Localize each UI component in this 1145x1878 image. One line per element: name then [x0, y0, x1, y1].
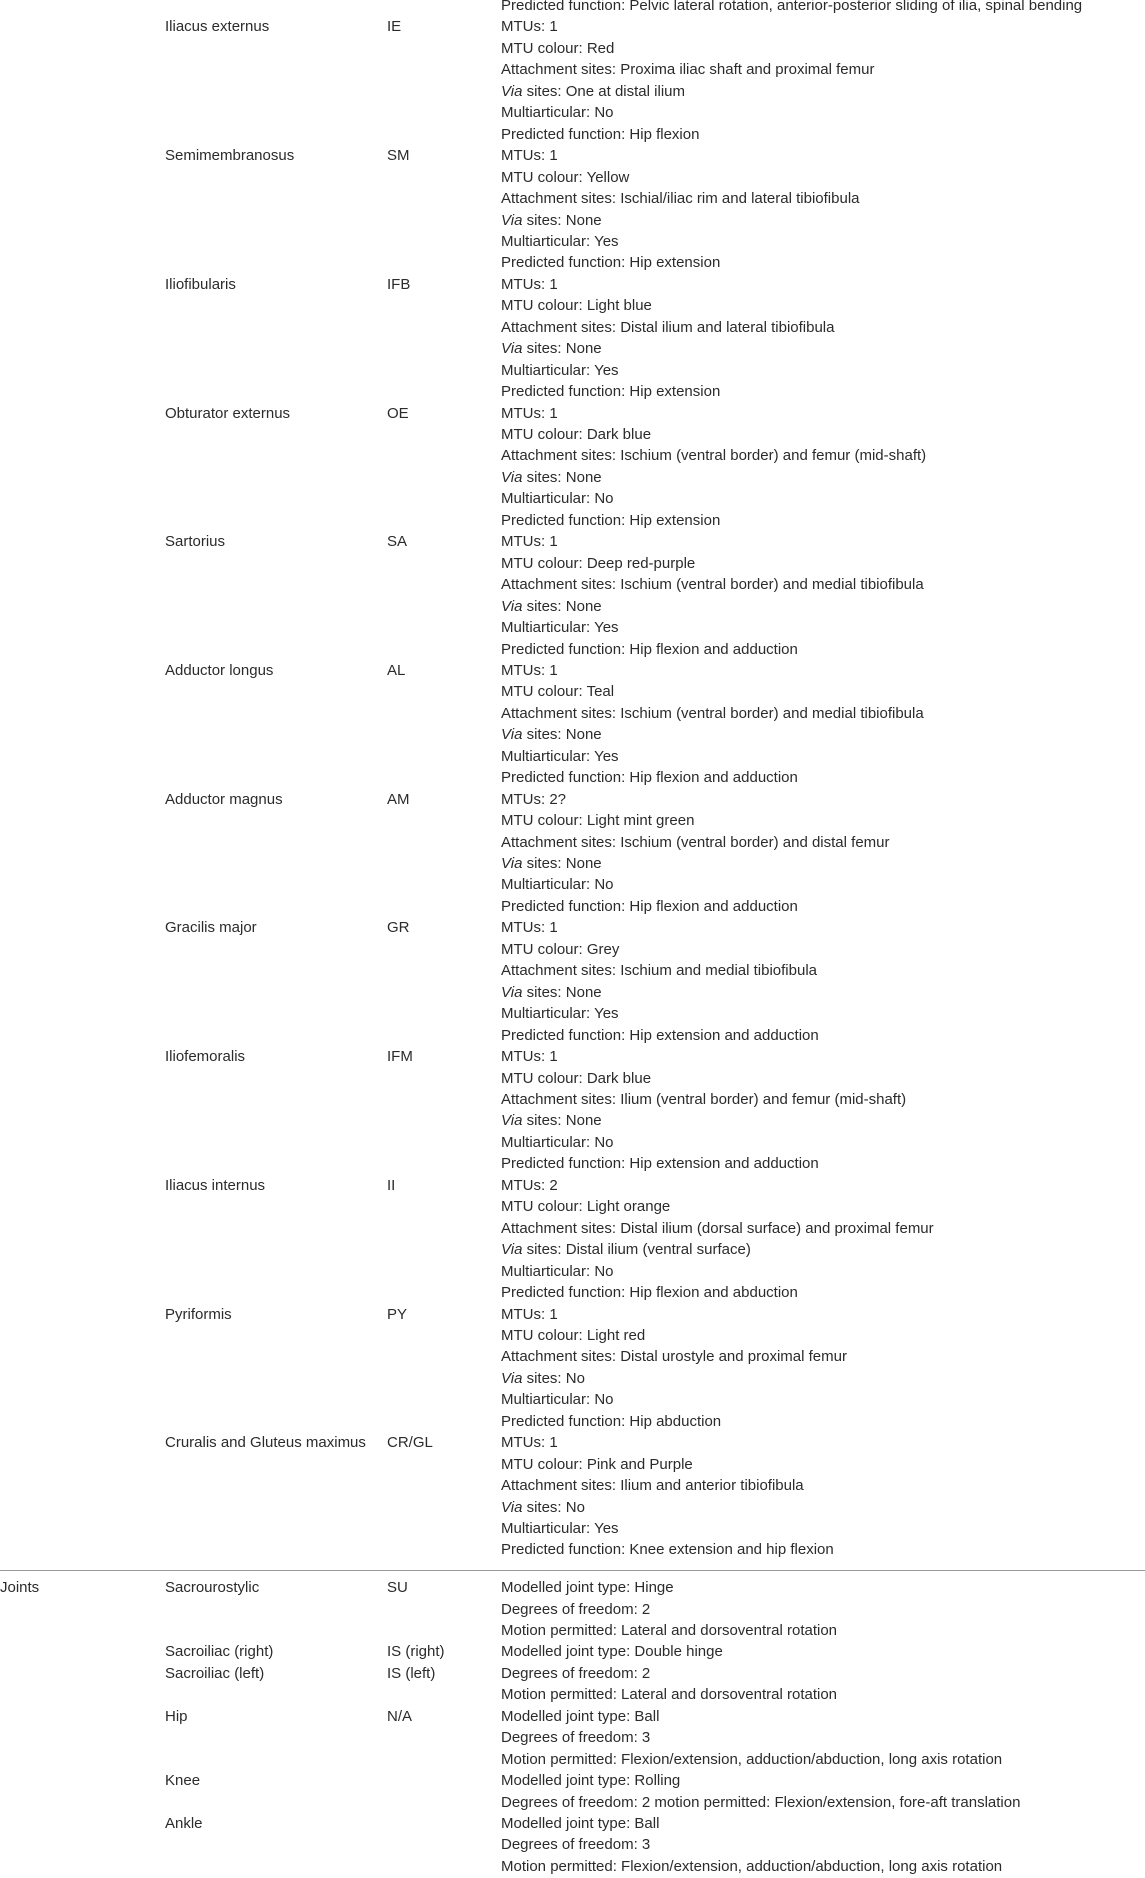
via-label: Via [501, 82, 523, 100]
detail-text: MTUs: 1 [501, 919, 558, 937]
muscle-detail [501, 83, 685, 101]
muscle-detail [501, 834, 890, 852]
detail-text: Predicted function: Hip flexion and abduction [501, 1284, 798, 1301]
joint-name: Hip [165, 1707, 188, 1725]
muscle-abbr: SM [387, 147, 410, 165]
detail-text: sites: None [522, 597, 602, 615]
joint-name: Sacroiliac (left) [165, 1664, 265, 1682]
muscle-abbr: GR [387, 919, 410, 937]
muscle-detail [501, 705, 924, 723]
via-label: Via [501, 597, 523, 615]
detail-text: Multiarticular: No [501, 104, 614, 122]
detail-text: MTUs: 1 [501, 661, 558, 679]
via-label: Via [501, 983, 523, 1001]
muscle-detail [501, 984, 602, 1002]
detail-text: Multiarticular: Yes [501, 1005, 619, 1023]
muscle-name: Adductor longus [165, 661, 274, 679]
muscle-detail [501, 233, 619, 251]
detail-text: Predicted function: Hip extension and adduction [501, 1155, 819, 1173]
detail-text: sites: None [522, 211, 602, 229]
muscle-detail [501, 619, 619, 637]
muscle-detail [501, 1499, 585, 1517]
muscle-detail [501, 362, 619, 380]
muscle-name: Semimembranosus [165, 147, 295, 165]
section-label-joints: Joints [0, 1579, 40, 1596]
muscle-detail [501, 1048, 558, 1066]
muscle-abbr: SA [387, 533, 408, 551]
section-divider [0, 1570, 1145, 1571]
detail-text: Attachment sites: Ischium and medial tibiofibula [501, 962, 817, 980]
muscle-detail [501, 40, 614, 58]
muscle-detail [501, 1348, 847, 1366]
muscle-detail [501, 383, 720, 401]
muscle-name: Cruralis and Gluteus maximus [165, 1434, 366, 1452]
detail-text: MTU colour: Light orange [501, 1198, 671, 1216]
detail-text: MTU colour: Pink and Purple [501, 1455, 693, 1473]
via-label: Via [501, 1369, 523, 1387]
detail-text: Predicted function: Hip extension [501, 254, 721, 272]
muscle-detail [501, 297, 652, 315]
detail-text: MTUs: 1 [501, 1048, 558, 1065]
joint-name: Knee [165, 1772, 201, 1789]
muscle-detail [501, 426, 651, 444]
muscle-detail [501, 1220, 934, 1238]
detail-text: Multiarticular: Yes [501, 232, 619, 250]
detail-text: MTU colour: Deep red-purple [501, 554, 696, 572]
detail-text: Multiarticular: No [501, 490, 614, 508]
muscle-abbr: AM [387, 790, 410, 808]
detail-text: Attachment sites: Ischial/iliac rim and lateral tibiofibula [501, 190, 860, 207]
muscle-abbr: IFM [387, 1048, 413, 1065]
detail-text: Attachment sites: Distal ilium and lateral tibiofibula [501, 318, 835, 336]
via-label: Via [501, 1498, 523, 1516]
detail-text: MTU colour: Dark blue [501, 1069, 652, 1087]
detail-text: Multiarticular: No [501, 1391, 614, 1409]
muscle-detail [501, 1477, 804, 1495]
detail-text: MTUs: 2 [501, 1176, 558, 1194]
joint-detail: Degrees of freedom: 3 [501, 1729, 651, 1747]
muscle-detail [501, 919, 558, 937]
detail-text: Attachment sites: Ischium (ventral border) and medial tibiofibula [501, 576, 924, 594]
muscle-detail [501, 169, 629, 187]
muscle-detail [501, 447, 926, 465]
joint-detail: Degrees of freedom: 2 [501, 1664, 651, 1682]
muscle-name: Iliofibularis [165, 275, 236, 293]
muscle-abbr: CR/GL [387, 1434, 433, 1452]
muscle-detail [501, 319, 835, 337]
muscle-detail [501, 791, 566, 809]
muscle-detail [501, 1520, 619, 1538]
detail-text: Predicted function: Pelvic lateral rotation, anterior-posterior sliding of ilia, spinal bending [501, 0, 1083, 14]
joint-name: Sacrourostylic [165, 1579, 260, 1596]
detail-text: Attachment sites: Ilium and anterior tibiofibula [501, 1477, 804, 1494]
muscle-name: Iliacus externus [165, 18, 270, 36]
muscle-detail [501, 726, 602, 744]
detail-text: MTUs: 1 [501, 18, 558, 36]
muscle-detail [501, 812, 694, 830]
detail-text: Predicted function: Hip extension [501, 383, 721, 401]
muscle-abbr: OE [387, 404, 409, 422]
muscle-detail [501, 0, 1082, 15]
muscle-detail [501, 598, 602, 616]
muscle-abbr: PY [387, 1305, 408, 1323]
muscle-detail [501, 1134, 614, 1152]
muscle-name: Iliacus internus [165, 1176, 266, 1194]
muscle-detail [501, 254, 720, 272]
joint-detail: Modelled joint type: Rolling [501, 1772, 681, 1789]
muscle-detail [501, 1112, 602, 1130]
joint-detail: Modelled joint type: Ball [501, 1815, 660, 1832]
detail-text: Multiarticular: Yes [501, 361, 619, 379]
detail-text: sites: No [522, 1369, 585, 1387]
muscle-detail [501, 1370, 585, 1388]
muscle-detail [501, 104, 614, 122]
detail-text: sites: None [522, 726, 602, 744]
detail-text: Attachment sites: Distal ilium (dorsal surface) and proximal femur [501, 1219, 934, 1237]
joint-detail: Modelled joint type: Double hinge [501, 1643, 723, 1661]
muscle-detail [501, 190, 860, 208]
detail-text: sites: None [522, 468, 602, 486]
via-label: Via [501, 855, 523, 872]
muscle-abbr: IE [387, 18, 402, 36]
muscle-detail [501, 898, 798, 916]
detail-text: Multiarticular: Yes [501, 619, 619, 636]
muscle-detail [501, 533, 558, 551]
muscle-detail [501, 1413, 721, 1431]
detail-text: MTU colour: Light mint green [501, 812, 695, 830]
muscle-detail [501, 1155, 819, 1173]
muscle-detail [501, 555, 695, 573]
muscle-detail [501, 748, 619, 766]
detail-text: Multiarticular: No [501, 1262, 614, 1280]
detail-text: Predicted function: Hip extension [501, 511, 721, 529]
detail-text: Predicted function: Hip flexion and adduction [501, 897, 798, 915]
via-label: Via [501, 1241, 523, 1259]
muscle-detail [501, 147, 558, 165]
detail-text: Predicted function: Hip flexion and adduction [501, 769, 798, 787]
detail-text: MTUs: 1 [501, 1434, 558, 1452]
detail-text: MTUs: 2? [501, 790, 567, 808]
muscle-detail [501, 1241, 751, 1259]
detail-text: Predicted function: Hip abduction [501, 1412, 722, 1430]
joint-abbr: SU [387, 1579, 408, 1596]
muscle-detail [501, 340, 602, 358]
joint-abbr: IS (right) [387, 1643, 445, 1661]
detail-text: Attachment sites: Distal urostyle and proximal femur [501, 1348, 847, 1366]
muscle-name: Pyriformis [165, 1305, 232, 1323]
detail-text: Predicted function: Hip extension and adduction [501, 1026, 819, 1044]
muscle-detail [501, 641, 798, 659]
joint-name: Ankle [165, 1815, 203, 1832]
muscle-detail [501, 1434, 558, 1452]
muscle-detail [501, 1198, 670, 1216]
joint-abbr: IS (left) [387, 1664, 436, 1682]
joint-detail: Motion permitted: Lateral and dorsoventral rotation [501, 1621, 838, 1639]
muscle-detail [501, 662, 558, 680]
joint-detail: Modelled joint type: Ball [501, 1707, 660, 1725]
muscle-detail [501, 1070, 651, 1088]
detail-text: Attachment sites: Ischium (ventral border) and distal femur [501, 833, 890, 851]
detail-text: Attachment sites: Ischium (ventral border) and femur (mid-shaft) [501, 447, 927, 465]
muscle-abbr: IFB [387, 275, 411, 293]
detail-text: MTU colour: Light red [501, 1326, 646, 1344]
detail-text: Attachment sites: Proxima iliac shaft and proximal femur [501, 61, 875, 79]
detail-text: MTU colour: Yellow [501, 168, 630, 186]
muscle-detail [501, 576, 924, 594]
muscle-detail [501, 1391, 614, 1409]
muscle-detail [501, 855, 602, 873]
muscle-name: Adductor magnus [165, 790, 283, 808]
detail-text: MTU colour: Light blue [501, 297, 652, 315]
detail-text: MTU colour: Grey [501, 940, 620, 958]
muscle-detail [501, 876, 614, 894]
detail-text: Attachment sites: Ilium (ventral border) and femur (mid-shaft) [501, 1091, 907, 1108]
joint-detail: Motion permitted: Flexion/extension, adduction/abduction, long axis rotation [501, 1750, 1003, 1768]
muscle-detail [501, 18, 558, 36]
detail-text: MTU colour: Red [501, 39, 615, 57]
detail-text: MTUs: 1 [501, 404, 558, 422]
muscle-detail [501, 1091, 906, 1109]
detail-text: MTU colour: Teal [501, 683, 615, 701]
joint-detail: Modelled joint type: Hinge [501, 1579, 674, 1596]
muscle-detail [501, 1005, 619, 1023]
detail-text: Predicted function: Hip flexion and adduction [501, 640, 798, 658]
joint-name: Sacroiliac (right) [165, 1643, 274, 1661]
detail-text: sites: One at distal ilium [522, 82, 685, 100]
detail-text: MTU colour: Dark blue [501, 426, 652, 443]
muscle-detail [501, 126, 699, 144]
detail-text: Attachment sites: Ischium (ventral border) and medial tibiofibula [501, 704, 924, 722]
detail-text: MTUs: 1 [501, 1305, 558, 1323]
detail-text: Multiarticular: Yes [501, 1520, 619, 1537]
muscle-detail [501, 1027, 819, 1045]
muscle-detail [501, 512, 720, 530]
muscle-name: Gracilis major [165, 919, 257, 937]
muscle-detail [501, 683, 614, 701]
muscle-detail [501, 1327, 645, 1345]
muscle-name: Obturator externus [165, 404, 291, 422]
via-label: Via [501, 211, 523, 229]
muscle-detail [501, 490, 614, 508]
muscle-detail [501, 61, 874, 79]
detail-text: MTUs: 1 [501, 147, 558, 165]
muscle-abbr: AL [387, 661, 406, 679]
joint-detail: Motion permitted: Lateral and dorsoventral rotation [501, 1686, 838, 1704]
detail-text: Multiarticular: No [501, 876, 614, 894]
muscle-detail [501, 1541, 834, 1559]
via-label: Via [501, 1112, 523, 1130]
muscle-detail [501, 1263, 614, 1281]
detail-text: sites: None [522, 855, 602, 872]
via-label: Via [501, 340, 523, 358]
muscle-name: Sartorius [165, 533, 226, 551]
muscle-detail [501, 212, 602, 230]
detail-text: sites: None [522, 983, 602, 1001]
muscle-detail [501, 276, 558, 294]
detail-text: sites: None [522, 340, 602, 358]
muscle-detail [501, 1284, 798, 1302]
muscle-detail [501, 1456, 693, 1474]
detail-text: Predicted function: Hip flexion [501, 125, 700, 143]
joint-detail: Degrees of freedom: 3 [501, 1836, 651, 1854]
muscle-detail [501, 469, 602, 487]
detail-text: Multiarticular: Yes [501, 747, 619, 765]
muscle-detail [501, 769, 798, 787]
detail-text: Predicted function: Knee extension and hip flexion [501, 1541, 834, 1559]
via-label: Via [501, 468, 523, 486]
joint-abbr: N/A [387, 1707, 413, 1725]
detail-text: sites: None [522, 1112, 602, 1130]
detail-text: Multiarticular: No [501, 1133, 614, 1151]
joint-detail: Degrees of freedom: 2 [501, 1600, 651, 1618]
muscle-detail [501, 405, 558, 423]
detail-text: MTUs: 1 [501, 275, 558, 293]
muscle-detail [501, 1306, 558, 1324]
detail-text: sites: Distal ilium (ventral surface) [522, 1241, 751, 1259]
muscle-abbr: II [387, 1176, 396, 1194]
via-label: Via [501, 726, 523, 744]
muscle-name: Iliofemoralis [165, 1048, 246, 1065]
muscle-detail [501, 941, 619, 959]
muscle-detail [501, 962, 817, 980]
detail-text: sites: No [522, 1498, 585, 1516]
joint-detail: Degrees of freedom: 2 motion permitted: Flexion/extension, fore-aft translation [501, 1793, 1021, 1811]
muscle-detail [501, 1177, 558, 1195]
joint-detail: Motion permitted: Flexion/extension, adduction/abduction, long axis rotation [501, 1857, 1003, 1875]
detail-text: MTUs: 1 [501, 533, 558, 551]
